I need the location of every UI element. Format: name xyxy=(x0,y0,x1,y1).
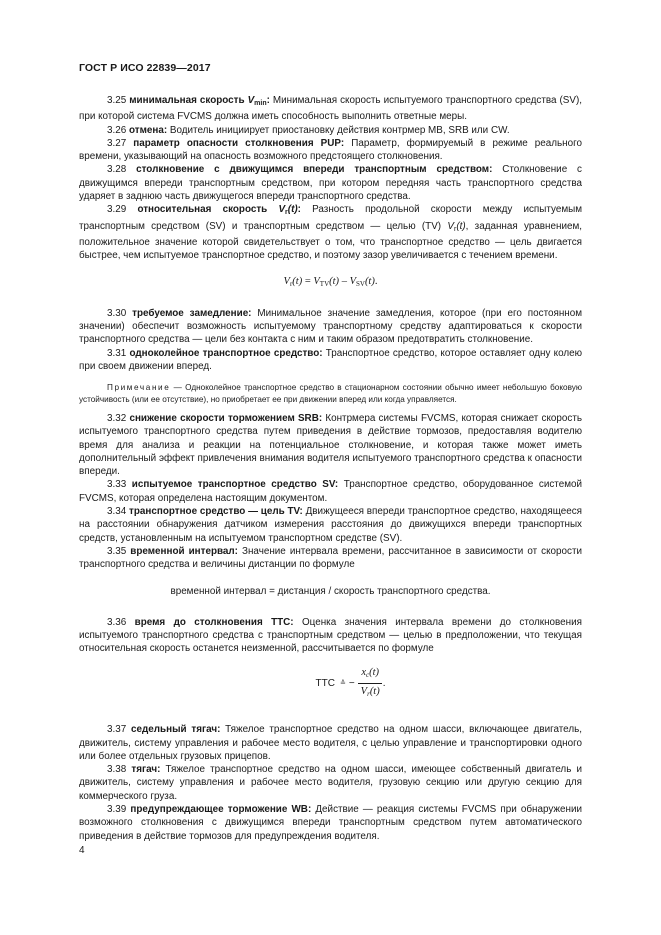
entry-3-33: 3.33 испытуемое транспортное средство SV: Транспортное средство, оборудованное системой FVCMS, которая определена настоящим документом. xyxy=(79,479,582,504)
term: параметр опасности столкновения PUP: xyxy=(133,137,345,149)
definition: Тяжелое транспортное средство на одном шасси, имеющее собственный двигатель и движитель, систему управления и рабочее место водителя, грузовую секцию или другую секцию для коммерческого груза. xyxy=(79,764,582,802)
fraction-numerator: $x_c(t)$ xyxy=(358,666,382,684)
term: относительная скорость $V_r(t)$: xyxy=(137,204,301,217)
note-text: Одноколейное транспортное средство в стационарном состоянии обычно имеет небольшую боковую устойчивость (или ее отсутствие), но приобретает ее при движении вперед или когда управляется. xyxy=(79,383,582,404)
document-body xyxy=(79,94,582,843)
definition: Параметр, формируемый в режиме реального времени, указывающий на опасность возможного предстоящего столкновения. xyxy=(79,137,583,163)
term: снижение скорости торможением SRB: xyxy=(129,412,323,424)
entry-3-27: 3.27 параметр опасности столкновения PUP: Параметр, формируемый в режиме реального времени, указывающий на опасность возможного предстоящего столкновения. xyxy=(79,137,583,163)
headway-formula: временной интервал = дистанция / скорость транспортного средства. xyxy=(170,585,491,597)
ttc-fraction xyxy=(358,666,383,702)
definition: Тяжелое транспортное средство на одном шасси, включающее двигатель, движитель, систему управления и рабочее место водителя, с целью управление и транспортировки одного или более отдельных грузовых прицепов. xyxy=(79,724,582,762)
entry-3-29: 3.29 относительная скорость $V_r(t)$: Разность продольной скорости между испытуемым транспортным средством (SV) и транспортным средством — целью (TV) $V_r(t)$, заданная уравнением, положительное значение которой свидетельствует о том, что транспортное средство — цель двигается быстрее, чем испытуемое транспортное средство, и поэтому зазор увеличивается с течением времени. xyxy=(79,204,582,262)
definition: Разность продольной скорости между испытуемым транспортным средством (SV) и транспортным средством — целью (TV) xyxy=(79,204,582,232)
document-header: ГОСТ Р ИСО 22839—2017 xyxy=(79,62,211,74)
definition: Движущееся впереди транспортное средство, находящееся на расстоянии обнаружения датчиком измерения расстояния до движущихся впереди транспортных средств, установленным на испытуемом транспортном средстве (SV). xyxy=(79,506,582,544)
note: Примечание — Одноколейное транспортное средство в стационарном состоянии обычно имеет небольшую боковую устойчивость (или ее отсутствие), но приобретает ее при движении вперед или когда управляется. xyxy=(79,383,582,404)
entry-3-26: 3.26 отмена: Водитель инициирует приостановку действия контрмер MB, SRB или CW. xyxy=(107,124,510,136)
term: время до столкновения TTC: xyxy=(134,616,294,628)
fraction-denominator: $V_r(t)$ xyxy=(360,685,380,698)
term: транспортное средство — цель TV: xyxy=(129,506,303,518)
definition: Минимальная скорость испытуемого транспортного средства (SV), при которой система FVCMS должна иметь способность выполнить ответные меры. xyxy=(79,95,582,123)
entry-3-37: 3.37 седельный тягач: Тяжелое транспортное средство на одном шасси, включающее двигатель, движитель, систему управления и рабочее место водителя, с целью управление и транспортировки одного или более отдельных грузовых прицепов. xyxy=(79,724,582,762)
entry-3-36: 3.36 время до столкновения TTC: Оценка значения интервала времени до столкновения испытуемого транспортного средства с транспортным средством — целью в предположении, что текущая относительная скорость останется неизменной, рассчитывается по формуле xyxy=(79,616,582,655)
term: требуемое замедление: xyxy=(132,307,252,319)
term: столкновение с движущимся впереди транспортным средством: xyxy=(136,164,493,176)
entry-3-31: 3.31 одноколейное транспортное средство: Транспортное средство, которое оставляет одну колею при своем движении вперед. xyxy=(79,347,582,373)
term: предупреждающее торможение WB: xyxy=(130,804,312,816)
definition: Контрмера системы FVCMS, которая снижает скорость испытуемого транспортного средства путем приведения в действие тормозов, предоставляя водителю время для анализа и реакции на потенциальное столкновение, и которая также может иметь дополнительный эффект привлечения внимания водителя испытуемого транспортного средства к опасности впереди. xyxy=(79,412,582,478)
term: временной интервал: xyxy=(130,545,238,557)
term: одноколейное транспортное средство: xyxy=(129,347,323,359)
term: седельный тягач: xyxy=(131,724,221,736)
definition: Оценка значения интервала времени до столкновения испытуемого транспортного средства с транспортным средством — целью в предположении, что текущая относительная скорость останется неизменной, рассчитывается по формуле xyxy=(79,616,582,655)
note-label: Примечание xyxy=(107,383,171,393)
entry-3-38: 3.38 тягач: Тяжелое транспортное средство на одном шасси, имеющее собственный двигатель и движитель, систему управления и рабочее место водителя, грузовую секцию или другую секцию для коммерческого груза. xyxy=(79,764,582,802)
entry-3-34: 3.34 транспортное средство — цель TV: Движущееся впереди транспортное средство, находящееся на расстоянии обнаружения датчиком измерения расстояния до движущихся впереди транспортных средств, установленным на испытуемом транспортном средстве (SV). xyxy=(79,506,582,544)
entry-3-39: 3.39 предупреждающее торможение WB: Действие — реакция системы FVCMS при обнаружении возможного столкновения с движущимся впереди транспортным средством путем автоматического приведения в действие тормозов для предупреждения водителя. xyxy=(79,804,582,842)
entry-3-32: 3.32 снижение скорости торможением SRB: Контрмера системы FVCMS, которая снижает скорость испытуемого транспортного средства путем приведения в действие тормозов, предоставляя водителю время для анализа и реакции на потенциальное столкновение, и которая также может иметь дополнительный эффект привлечения внимания водителя испытуемого транспортного средства к опасности впереди. xyxy=(79,412,582,478)
definition: Минимальное значение замедления, которое (при его постоянном значении) обеспечит возможность испытуемому транспортному средству адаптироваться к скорости транспортного средства — цели без контакта с ним и таким образом предотвратить столкновение. xyxy=(79,307,583,346)
term: тягач: xyxy=(131,764,161,776)
minus-sign: − xyxy=(348,677,355,689)
term: отмена: xyxy=(128,124,168,136)
definition: Действие — реакция системы FVCMS при обнаружении возможного столкновения с движущимся впереди транспортным средством путем автоматического приведения в действие тормозов для предупреждения водителя. xyxy=(79,804,582,842)
term: минимальная скорость $V_{min}$: xyxy=(129,95,270,107)
definition: Транспортное средство, оборудованное системой FVCMS, которая определена настоящим документом. xyxy=(79,479,582,504)
page-number: 4 xyxy=(79,845,85,856)
entry-3-30: 3.30 требуемое замедление: Минимальное значение замедления, которое (при его постоянном значении) обеспечит возможность испытуемому транспортному средству адаптироваться к скорости транспортного средства — цели без контакта с ним и таким образом предотвратить столкновение. xyxy=(79,307,583,346)
definition: Значение интервала времени, рассчитанное в зависимости от скорости транспортного средства и величины дистанции по формуле xyxy=(79,545,582,571)
definition: Транспортное средство, которое оставляет одну колею при своем движении вперед. xyxy=(79,347,582,373)
ttc-lhs: TTC xyxy=(315,677,335,689)
entry-3-28: 3.28 столкновение с движущимся впереди транспортным средством: Столкновение с движущимся впереди транспортным средством, при котором передняя часть транспортного средства ударяет в заднюю часть движущегося впереди транспортного средства. xyxy=(79,164,582,203)
definition: Столкновение с движущимся впереди транспортным средством, при котором передняя часть транспортного средства ударяет в заднюю часть движущегося впереди транспортного средства. xyxy=(79,164,582,203)
definition: Водитель инициирует приостановку действия контрмер MB, SRB или CW. xyxy=(167,124,510,136)
term: испытуемое транспортное средство SV: xyxy=(131,479,339,491)
defined-as-symbol: ≙ xyxy=(339,679,346,687)
relative-speed-formula: $V_r(t) = V_{TV}(t) - V_{SV}(t)$. xyxy=(283,275,378,288)
ttc-formula: TTC ≙ − $\frac{x_c(t)}{V_r(t)}$ . xyxy=(119,666,582,702)
entry-3-35: 3.35 временной интервал: Значение интервала времени, рассчитанное в зависимости от скорости транспортного средства и величины дистанции по формуле xyxy=(79,545,582,571)
entry-3-25: 3.25 минимальная скорость $V_{min}$: Минимальная скорость испытуемого транспортного средства (SV), при которой система FVCMS должна иметь способность выполнить ответные меры. xyxy=(79,95,582,123)
